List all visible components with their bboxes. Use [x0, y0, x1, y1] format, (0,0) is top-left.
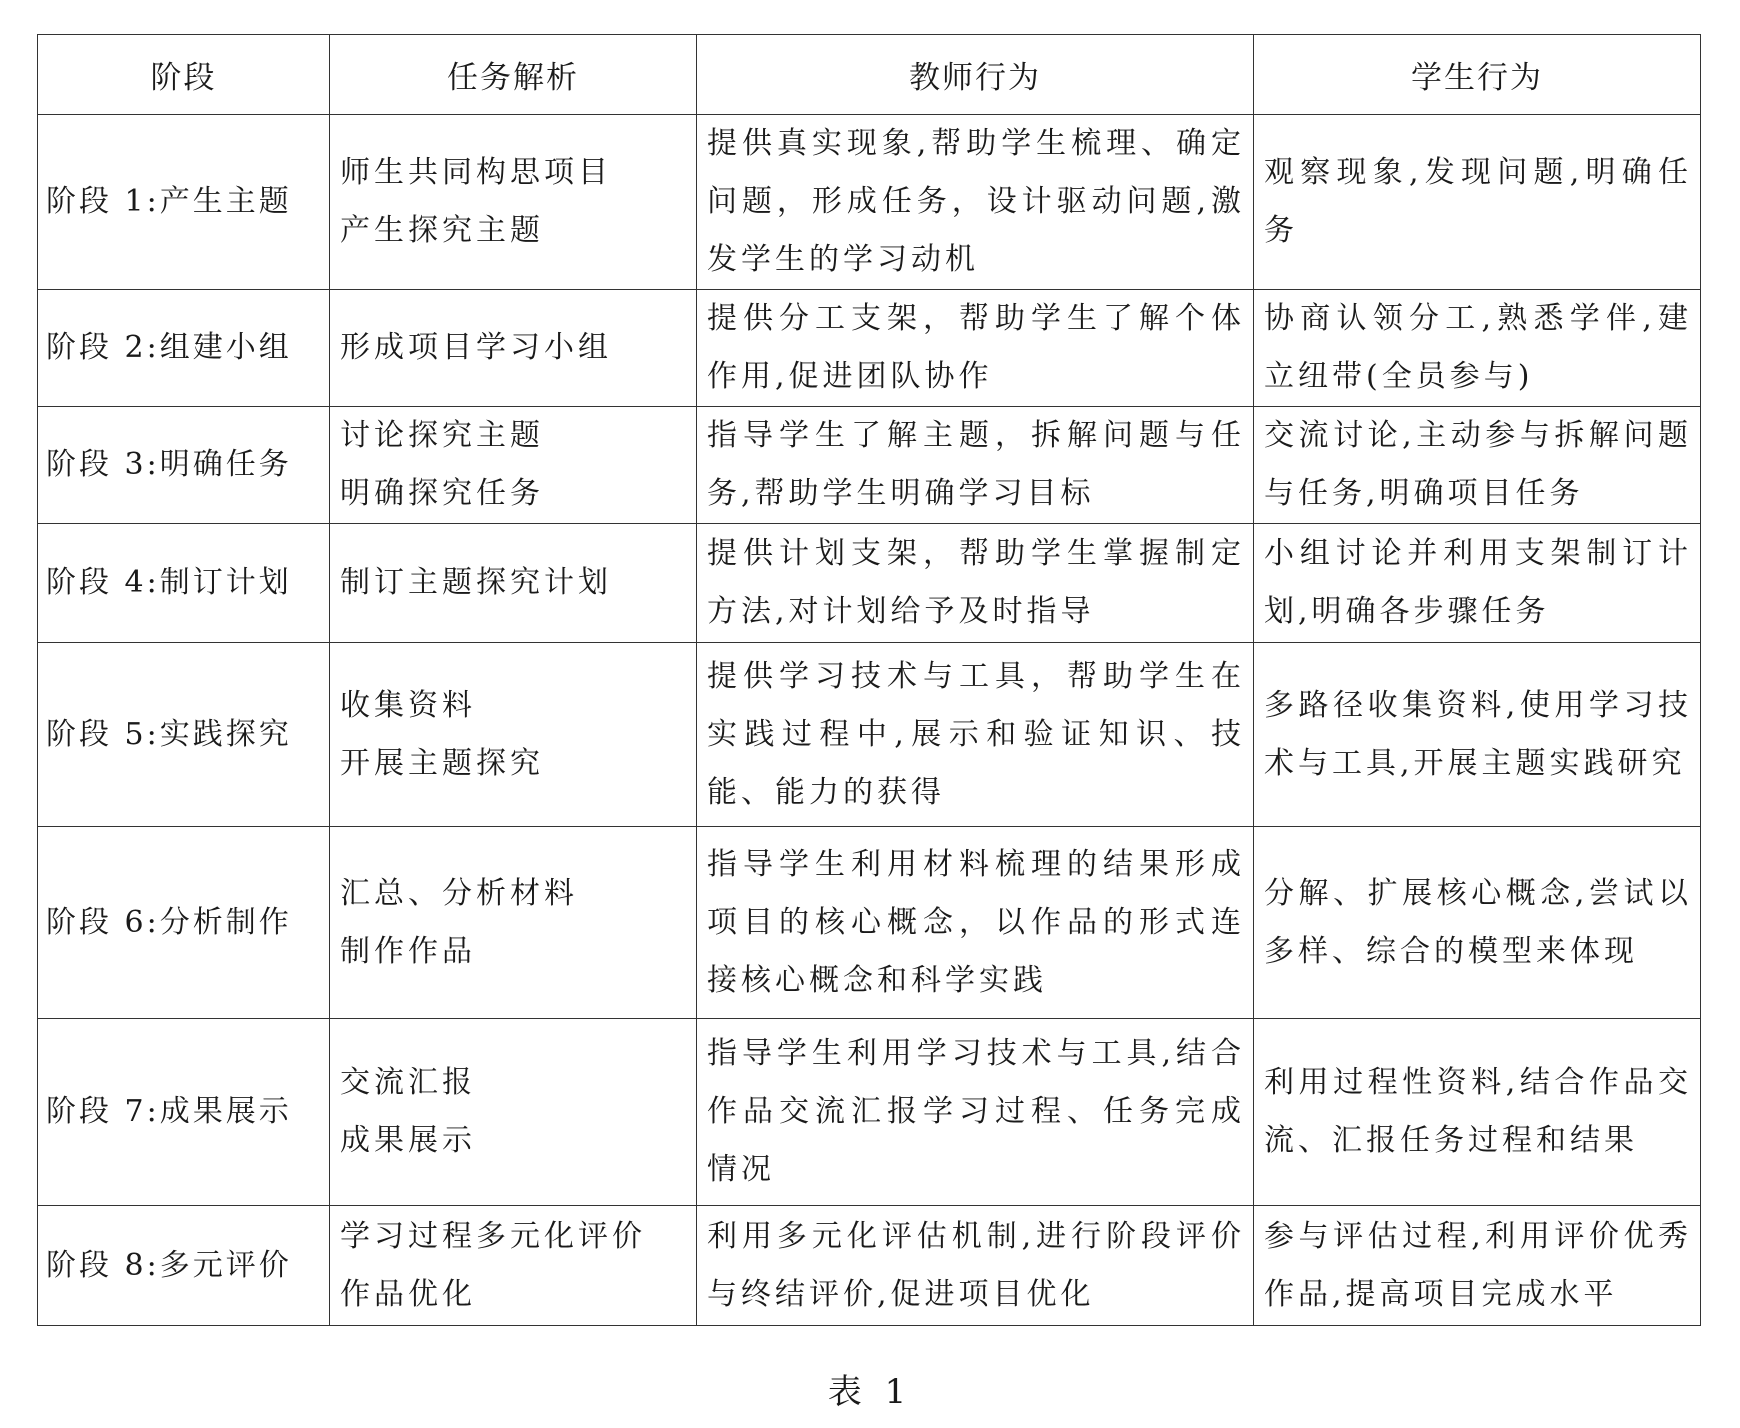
- table-row: [38, 1019, 1701, 1206]
- teacher-cell: 提供分工支架，帮助学生了解个体作用,促进团队协作: [697, 290, 1254, 407]
- task-line: 汇总、分析材料: [340, 875, 578, 911]
- table-row: [38, 290, 1701, 407]
- header-teacher-behavior: 教师行为: [697, 35, 1254, 115]
- stage-cell: 阶段 6:分析制作: [38, 827, 330, 1019]
- teacher-cell: 提供真实现象,帮助学生梳理、确定问题，形成任务，设计驱动问题,激发学生的学习动机: [697, 115, 1254, 290]
- teacher-cell: 指导学生了解主题，拆解问题与任务,帮助学生明确学习目标: [697, 407, 1254, 524]
- task-line: 交流汇报: [340, 1065, 476, 1100]
- header-row: [38, 35, 1701, 115]
- stage-cell: 阶段 8:多元评价: [38, 1206, 330, 1326]
- task-line: 开展主题探究: [340, 745, 544, 781]
- table-row: [38, 115, 1701, 290]
- student-cell: 观察现象,发现问题,明确任务: [1254, 115, 1701, 290]
- teacher-cell: 利用多元化评估机制,进行阶段评价与终结评价,促进项目优化: [697, 1206, 1254, 1326]
- teacher-cell: 指导学生利用材料梳理的结果形成项目的核心概念，以作品的形式连接核心概念和科学实践: [697, 827, 1254, 1019]
- stage-cell: 阶段 3:明确任务: [38, 407, 330, 524]
- task-line: 作品优化: [340, 1276, 476, 1312]
- task-cell: [330, 524, 697, 643]
- task-line: 成果展示: [340, 1123, 476, 1158]
- teacher-cell: 指导学生利用学习技术与工具,结合作品交流汇报学习过程、任务完成情况: [697, 1019, 1254, 1206]
- student-cell: 协商认领分工,熟悉学伴,建立纽带(全员参与): [1254, 290, 1701, 407]
- table-row: [38, 524, 1701, 643]
- task-line: 制作作品: [340, 933, 476, 969]
- table-row: [38, 643, 1701, 827]
- task-cell: [330, 115, 697, 290]
- task-line: 学习过程多元化评价: [340, 1218, 646, 1254]
- stage-cell: 阶段 7:成果展示: [38, 1019, 330, 1206]
- stage-cell: 阶段 1:产生主题: [38, 115, 330, 290]
- task-line: 明确探究任务: [340, 476, 544, 511]
- teacher-cell: 提供学习技术与工具，帮助学生在实践过程中,展示和验证知识、技能、能力的获得: [697, 643, 1254, 827]
- student-cell: 交流讨论,主动参与拆解问题与任务,明确项目任务: [1254, 407, 1701, 524]
- header-stage: 阶段: [38, 35, 330, 115]
- task-line: 师生共同构思项目: [340, 155, 612, 190]
- task-cell: [330, 827, 697, 1019]
- stage-cell: 阶段 5:实践探究: [38, 643, 330, 827]
- task-line: 制订主题探究计划: [340, 565, 612, 600]
- header-task-analysis: 任务解析: [330, 35, 697, 115]
- task-line: 收集资料: [340, 687, 476, 723]
- task-line: 讨论探究主题: [340, 418, 544, 453]
- task-cell: [330, 1019, 697, 1206]
- stage-cell: 阶段 2:组建小组: [38, 290, 330, 407]
- table-row: [38, 1206, 1701, 1326]
- task-line: 产生探究主题: [340, 213, 544, 248]
- table-caption: 表 1: [827, 1372, 913, 1412]
- student-cell: 分解、扩展核心概念,尝试以多样、综合的模型来体现: [1254, 827, 1701, 1019]
- teacher-cell: 提供计划支架，帮助学生掌握制定方法,对计划给予及时指导: [697, 524, 1254, 643]
- stage-table: [37, 34, 1701, 1326]
- stage-cell: 阶段 4:制订计划: [38, 524, 330, 643]
- task-cell: [330, 407, 697, 524]
- student-cell: 多路径收集资料,使用学习技术与工具,开展主题实践研究: [1254, 643, 1701, 827]
- task-cell: [330, 290, 697, 407]
- task-line: 形成项目学习小组: [340, 330, 612, 365]
- student-cell: 利用过程性资料,结合作品交流、汇报任务过程和结果: [1254, 1019, 1701, 1206]
- student-cell: 小组讨论并利用支架制订计划,明确各步骤任务: [1254, 524, 1701, 643]
- student-cell: 参与评估过程,利用评价优秀作品,提高项目完成水平: [1254, 1206, 1701, 1326]
- header-student-behavior: 学生行为: [1254, 35, 1701, 115]
- table-row: [38, 827, 1701, 1019]
- task-cell: [330, 1206, 697, 1326]
- table-row: [38, 407, 1701, 524]
- task-cell: [330, 643, 697, 827]
